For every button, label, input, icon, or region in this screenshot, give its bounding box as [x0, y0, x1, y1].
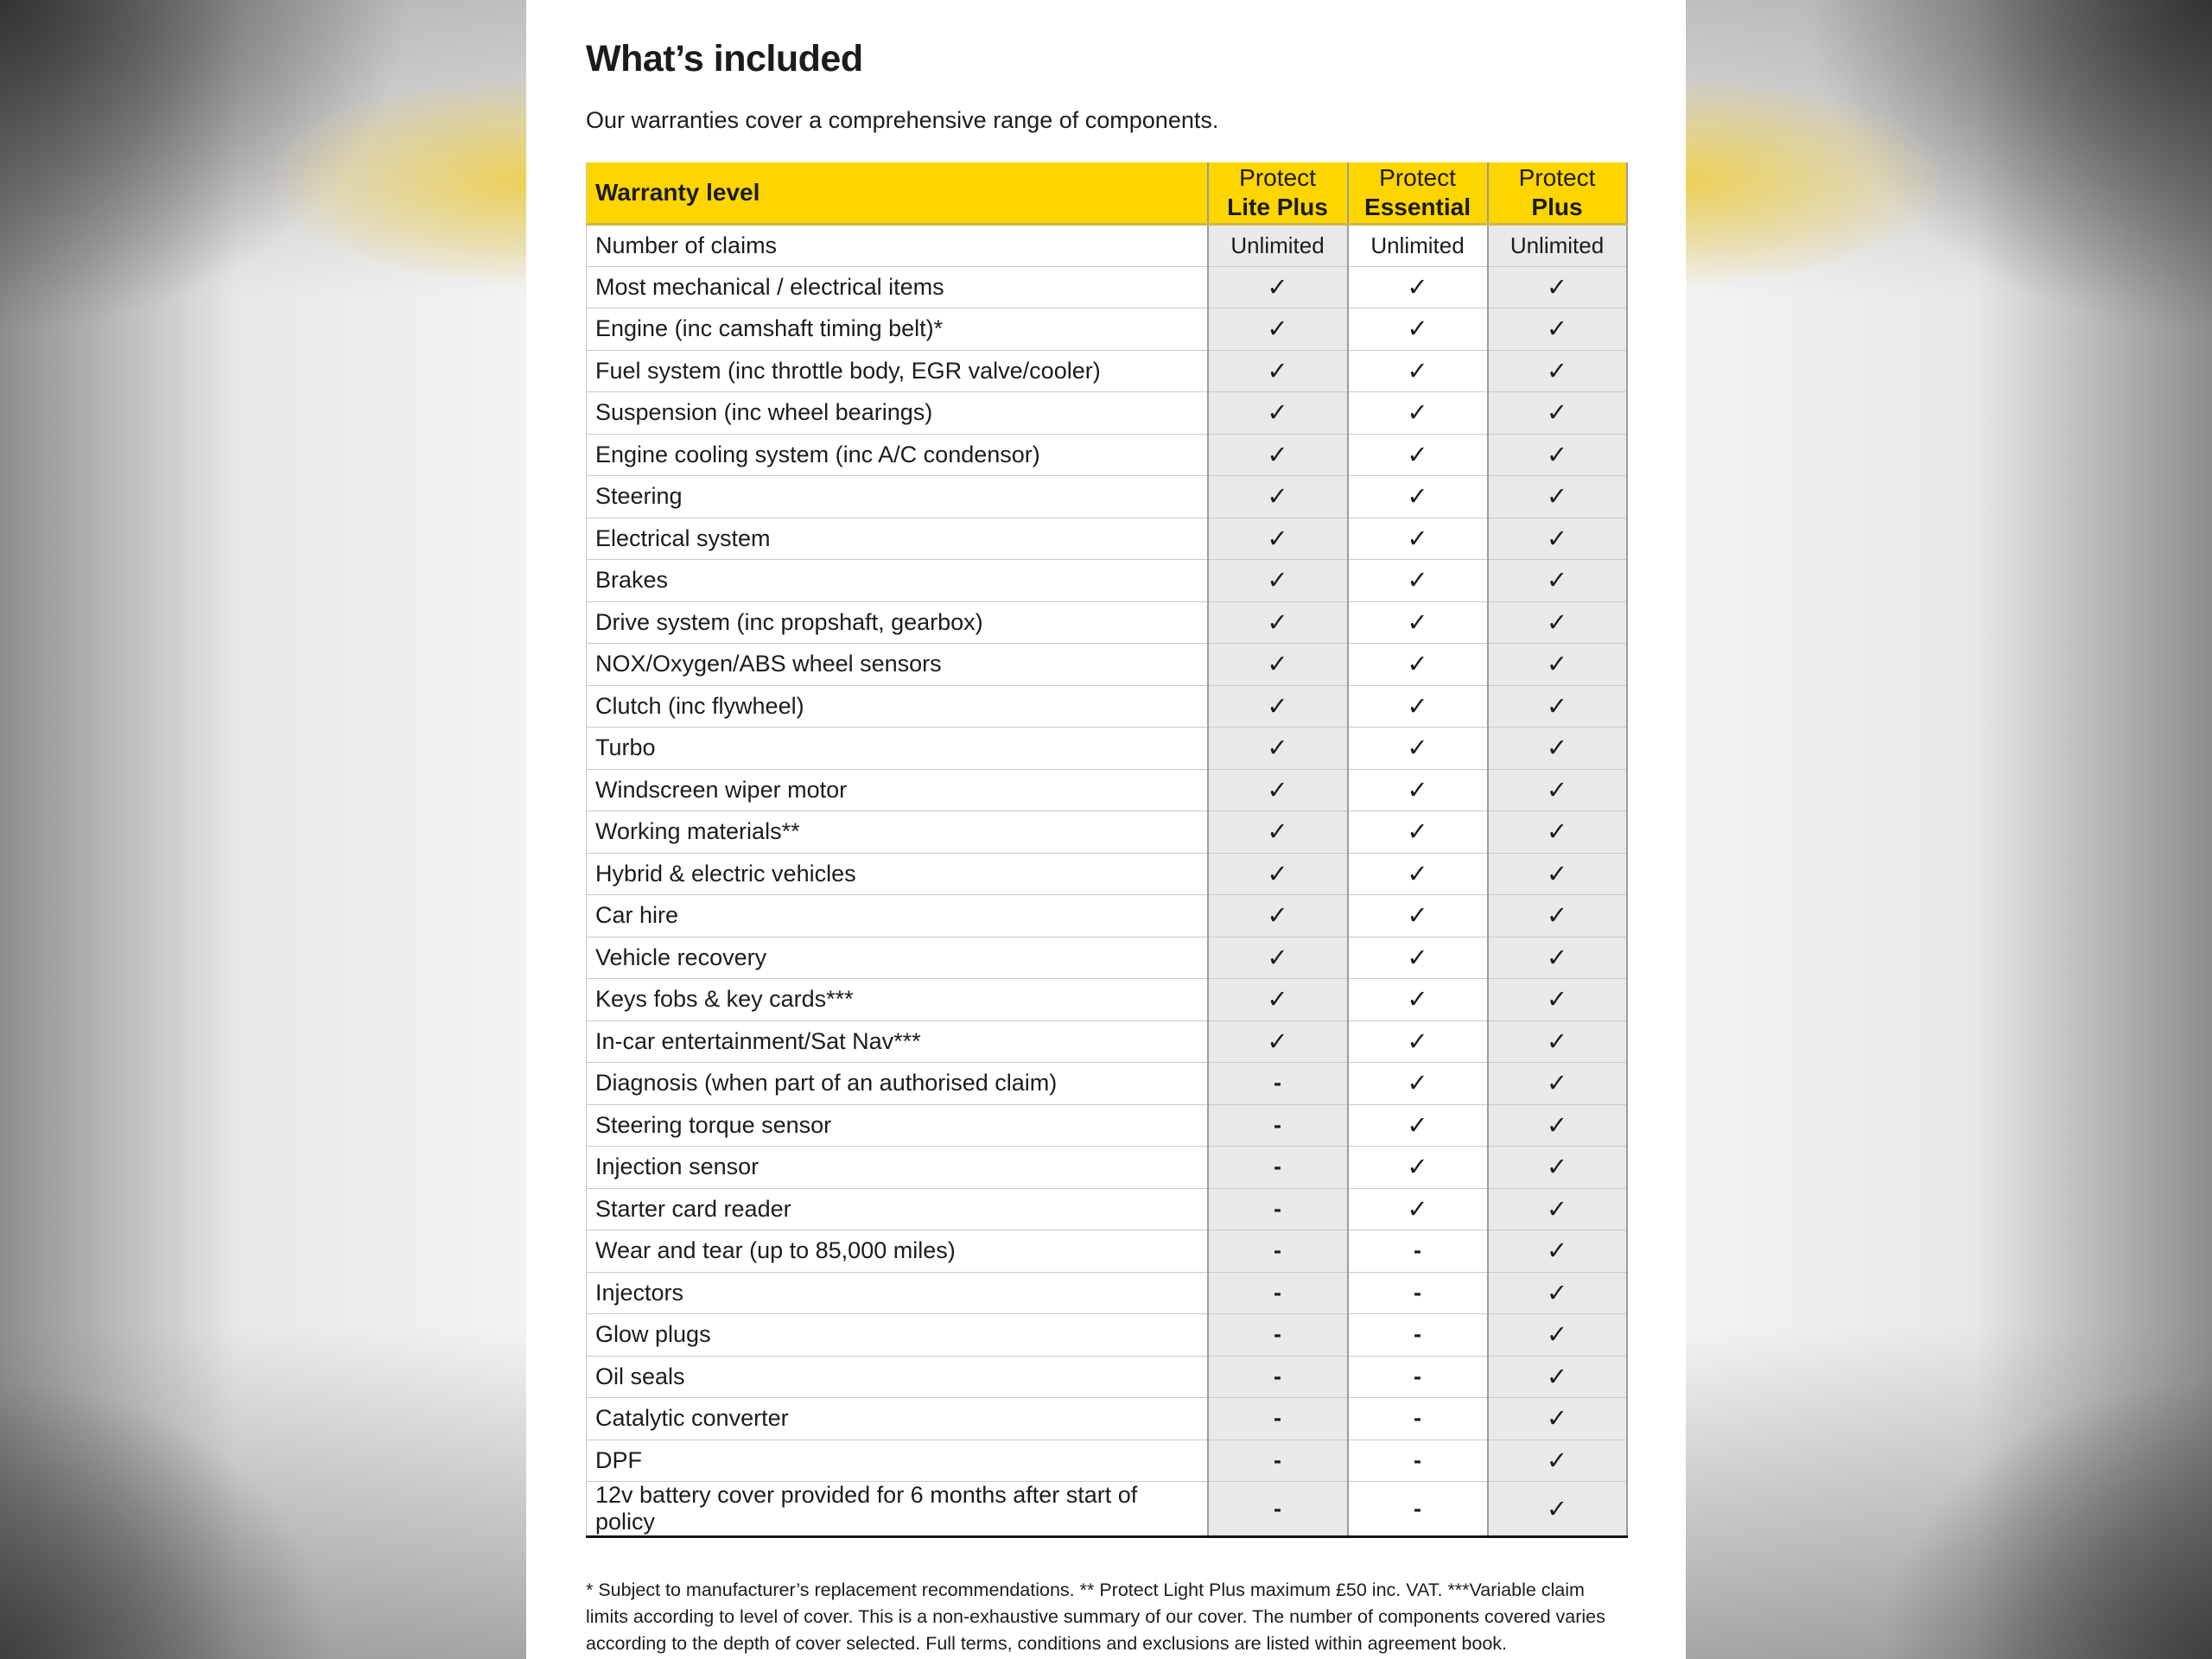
included-check-icon: ✓ [1208, 937, 1348, 979]
row-label: Most mechanical / electrical items [587, 266, 1208, 308]
table-row [587, 476, 1627, 518]
table-row [587, 601, 1627, 644]
row-label: Engine (inc camshaft timing belt)* [587, 308, 1208, 351]
row-label: Brakes [587, 560, 1208, 602]
row-label: Glow plugs [587, 1314, 1208, 1357]
table-row [587, 1482, 1627, 1537]
included-check-icon: ✓ [1488, 1020, 1627, 1063]
included-check-icon: ✓ [1208, 895, 1348, 938]
row-label: Engine cooling system (inc A/C condensor) [587, 434, 1208, 476]
included-check-icon: ✓ [1348, 937, 1488, 979]
table-row [587, 1147, 1627, 1189]
included-check-icon: ✓ [1488, 308, 1627, 351]
table-row [587, 1063, 1627, 1105]
table-row [587, 1398, 1627, 1440]
page-title: What’s included [586, 38, 863, 79]
included-check-icon: ✓ [1488, 1482, 1627, 1537]
row-label: Working materials** [587, 811, 1208, 854]
row-label: Steering [587, 476, 1208, 518]
table-row [587, 434, 1627, 476]
header-line2: Essential [1364, 193, 1471, 220]
included-check-icon: ✓ [1348, 392, 1488, 435]
row-label: Hybrid & electric vehicles [587, 853, 1208, 895]
row-label: Diagnosis (when part of an authorised claim) [587, 1063, 1208, 1105]
table-row [587, 225, 1627, 267]
excluded-dash-icon: - [1208, 1272, 1348, 1314]
excluded-dash-icon: - [1208, 1356, 1348, 1398]
included-check-icon: ✓ [1488, 560, 1627, 602]
table-row [587, 853, 1627, 895]
included-check-icon: ✓ [1348, 1104, 1488, 1147]
included-check-icon: ✓ [1348, 266, 1488, 308]
included-check-icon: ✓ [1348, 350, 1488, 392]
included-check-icon: ✓ [1208, 518, 1348, 560]
included-check-icon: ✓ [1208, 769, 1348, 811]
warranty-comparison-table [586, 162, 1628, 1539]
included-check-icon: ✓ [1208, 728, 1348, 770]
row-label: Catalytic converter [587, 1398, 1208, 1440]
row-label: Drive system (inc propshaft, gearbox) [587, 601, 1208, 644]
table-row [587, 1188, 1627, 1230]
table-row [587, 1104, 1627, 1147]
included-check-icon: ✓ [1488, 1356, 1627, 1398]
included-check-icon: ✓ [1348, 769, 1488, 811]
included-check-icon: ✓ [1348, 895, 1488, 938]
included-check-icon: ✓ [1348, 853, 1488, 895]
table-row [587, 1230, 1627, 1273]
included-check-icon: ✓ [1488, 1188, 1627, 1230]
column-header-warranty-level: Warranty level [587, 162, 1208, 225]
header-line2: Plus [1531, 193, 1583, 220]
included-check-icon: ✓ [1488, 685, 1627, 728]
included-check-icon: ✓ [1488, 1398, 1627, 1440]
included-check-icon: ✓ [1488, 644, 1627, 686]
included-check-icon: ✓ [1488, 266, 1627, 308]
table-row [587, 644, 1627, 686]
included-check-icon: ✓ [1348, 644, 1488, 686]
included-check-icon: ✓ [1488, 1314, 1627, 1357]
included-check-icon: ✓ [1348, 685, 1488, 728]
included-check-icon: ✓ [1348, 434, 1488, 476]
excluded-dash-icon: - [1208, 1104, 1348, 1147]
footnote-text: * Subject to manufacturer’s replacement recommendations. ** Protect Light Plus maximum £50 inc. VAT. ***Variable claim limits according to level of cover. This is a non-exhaustive summary of our cover. The number of components covered varies according to the depth of cover selected. Full terms, conditions and exclusions are listed within agreement book. [586, 1580, 1605, 1655]
excluded-dash-icon: - [1348, 1482, 1488, 1537]
included-check-icon: ✓ [1208, 560, 1348, 602]
excluded-dash-icon: - [1208, 1188, 1348, 1230]
included-check-icon: ✓ [1488, 979, 1627, 1021]
blurred-backdrop-right [1686, 0, 2212, 1659]
row-label: Wear and tear (up to 85,000 miles) [587, 1230, 1208, 1273]
included-check-icon: ✓ [1348, 979, 1488, 1021]
excluded-dash-icon: - [1208, 1314, 1348, 1357]
column-header-protect-lite-plus [1208, 162, 1348, 225]
included-check-icon: ✓ [1348, 1147, 1488, 1189]
included-check-icon: ✓ [1348, 308, 1488, 351]
row-label: Starter card reader [587, 1188, 1208, 1230]
included-check-icon: ✓ [1208, 811, 1348, 854]
row-label: In-car entertainment/Sat Nav*** [587, 1020, 1208, 1063]
row-label: NOX/Oxygen/ABS wheel sensors [587, 644, 1208, 686]
included-check-icon: ✓ [1488, 518, 1627, 560]
row-label: DPF [587, 1440, 1208, 1482]
content-panel [526, 0, 1686, 1659]
table-row [587, 1356, 1627, 1398]
included-check-icon: ✓ [1348, 1020, 1488, 1063]
excluded-dash-icon: - [1208, 1230, 1348, 1273]
content-area [526, 0, 1686, 1658]
table-row [587, 1440, 1627, 1482]
row-label: Vehicle recovery [587, 937, 1208, 979]
row-label: Injectors [587, 1272, 1208, 1314]
table-row [587, 937, 1627, 979]
excluded-dash-icon: - [1208, 1147, 1348, 1189]
table-header-row [587, 162, 1627, 225]
included-check-icon: ✓ [1208, 1020, 1348, 1063]
table-row [587, 728, 1627, 770]
excluded-dash-icon: - [1348, 1230, 1488, 1273]
included-check-icon: ✓ [1208, 476, 1348, 518]
excluded-dash-icon: - [1208, 1482, 1348, 1537]
included-check-icon: ✓ [1488, 1063, 1627, 1105]
included-check-icon: ✓ [1488, 434, 1627, 476]
included-check-icon: ✓ [1488, 1230, 1627, 1273]
included-check-icon: ✓ [1208, 853, 1348, 895]
included-check-icon: ✓ [1348, 476, 1488, 518]
table-row [587, 895, 1627, 938]
row-label: Electrical system [587, 518, 1208, 560]
table-row [587, 518, 1627, 560]
included-check-icon: ✓ [1488, 937, 1627, 979]
row-label: Number of claims [587, 225, 1208, 267]
table-row [587, 350, 1627, 392]
table-row [587, 1020, 1627, 1063]
included-check-icon: ✓ [1488, 392, 1627, 435]
row-label: Fuel system (inc throttle body, EGR valve/cooler) [587, 350, 1208, 392]
included-check-icon: ✓ [1488, 350, 1627, 392]
header-line2: Lite Plus [1227, 193, 1328, 220]
excluded-dash-icon: - [1348, 1272, 1488, 1314]
included-check-icon: ✓ [1488, 476, 1627, 518]
included-check-icon: ✓ [1488, 1147, 1627, 1189]
included-check-icon: ✓ [1348, 1063, 1488, 1105]
included-check-icon: ✓ [1348, 1188, 1488, 1230]
included-check-icon: ✓ [1348, 728, 1488, 770]
table-row [587, 979, 1627, 1021]
cell-value: Unlimited [1348, 225, 1488, 267]
row-label: Turbo [587, 728, 1208, 770]
row-label: Steering torque sensor [587, 1104, 1208, 1147]
excluded-dash-icon: - [1348, 1398, 1488, 1440]
header-line1: Protect [1379, 163, 1456, 191]
included-check-icon: ✓ [1488, 728, 1627, 770]
included-check-icon: ✓ [1208, 392, 1348, 435]
table-row [587, 769, 1627, 811]
included-check-icon: ✓ [1208, 644, 1348, 686]
included-check-icon: ✓ [1348, 560, 1488, 602]
included-check-icon: ✓ [1208, 685, 1348, 728]
excluded-dash-icon: - [1348, 1440, 1488, 1482]
included-check-icon: ✓ [1488, 1104, 1627, 1147]
table-row [587, 392, 1627, 435]
page-subtitle: Our warranties cover a comprehensive range of components. [586, 107, 1219, 134]
included-check-icon: ✓ [1208, 434, 1348, 476]
row-label: Suspension (inc wheel bearings) [587, 392, 1208, 435]
table-row [587, 560, 1627, 602]
included-check-icon: ✓ [1488, 811, 1627, 854]
table-row [587, 1272, 1627, 1314]
included-check-icon: ✓ [1208, 979, 1348, 1021]
row-label: Oil seals [587, 1356, 1208, 1398]
table-row [587, 308, 1627, 351]
column-header-protect-plus [1488, 162, 1627, 225]
included-check-icon: ✓ [1208, 350, 1348, 392]
blurred-backdrop-left [0, 0, 526, 1659]
table-row [587, 266, 1627, 308]
included-check-icon: ✓ [1488, 769, 1627, 811]
excluded-dash-icon: - [1208, 1398, 1348, 1440]
excluded-dash-icon: - [1208, 1063, 1348, 1105]
included-check-icon: ✓ [1348, 518, 1488, 560]
row-label: Clutch (inc flywheel) [587, 685, 1208, 728]
included-check-icon: ✓ [1208, 601, 1348, 644]
included-check-icon: ✓ [1488, 1440, 1627, 1482]
excluded-dash-icon: - [1348, 1356, 1488, 1398]
header-line1: Protect [1239, 163, 1316, 191]
row-label: Car hire [587, 895, 1208, 938]
table-row [587, 811, 1627, 854]
included-check-icon: ✓ [1208, 266, 1348, 308]
row-label: Injection sensor [587, 1147, 1208, 1189]
included-check-icon: ✓ [1348, 811, 1488, 854]
row-label: Windscreen wiper motor [587, 769, 1208, 811]
included-check-icon: ✓ [1488, 601, 1627, 644]
included-check-icon: ✓ [1348, 601, 1488, 644]
included-check-icon: ✓ [1488, 895, 1627, 938]
cell-value: Unlimited [1488, 225, 1627, 267]
excluded-dash-icon: - [1348, 1314, 1488, 1357]
included-check-icon: ✓ [1208, 308, 1348, 351]
table-row [587, 1314, 1627, 1357]
excluded-dash-icon: - [1208, 1440, 1348, 1482]
row-label: 12v battery cover provided for 6 months after start of policy [587, 1482, 1208, 1537]
row-label: Keys fobs & key cards*** [587, 979, 1208, 1021]
column-header-protect-essential [1348, 162, 1488, 225]
cell-value: Unlimited [1208, 225, 1348, 267]
included-check-icon: ✓ [1488, 853, 1627, 895]
table-row [587, 685, 1627, 728]
included-check-icon: ✓ [1488, 1272, 1627, 1314]
header-line1: Protect [1518, 163, 1596, 191]
